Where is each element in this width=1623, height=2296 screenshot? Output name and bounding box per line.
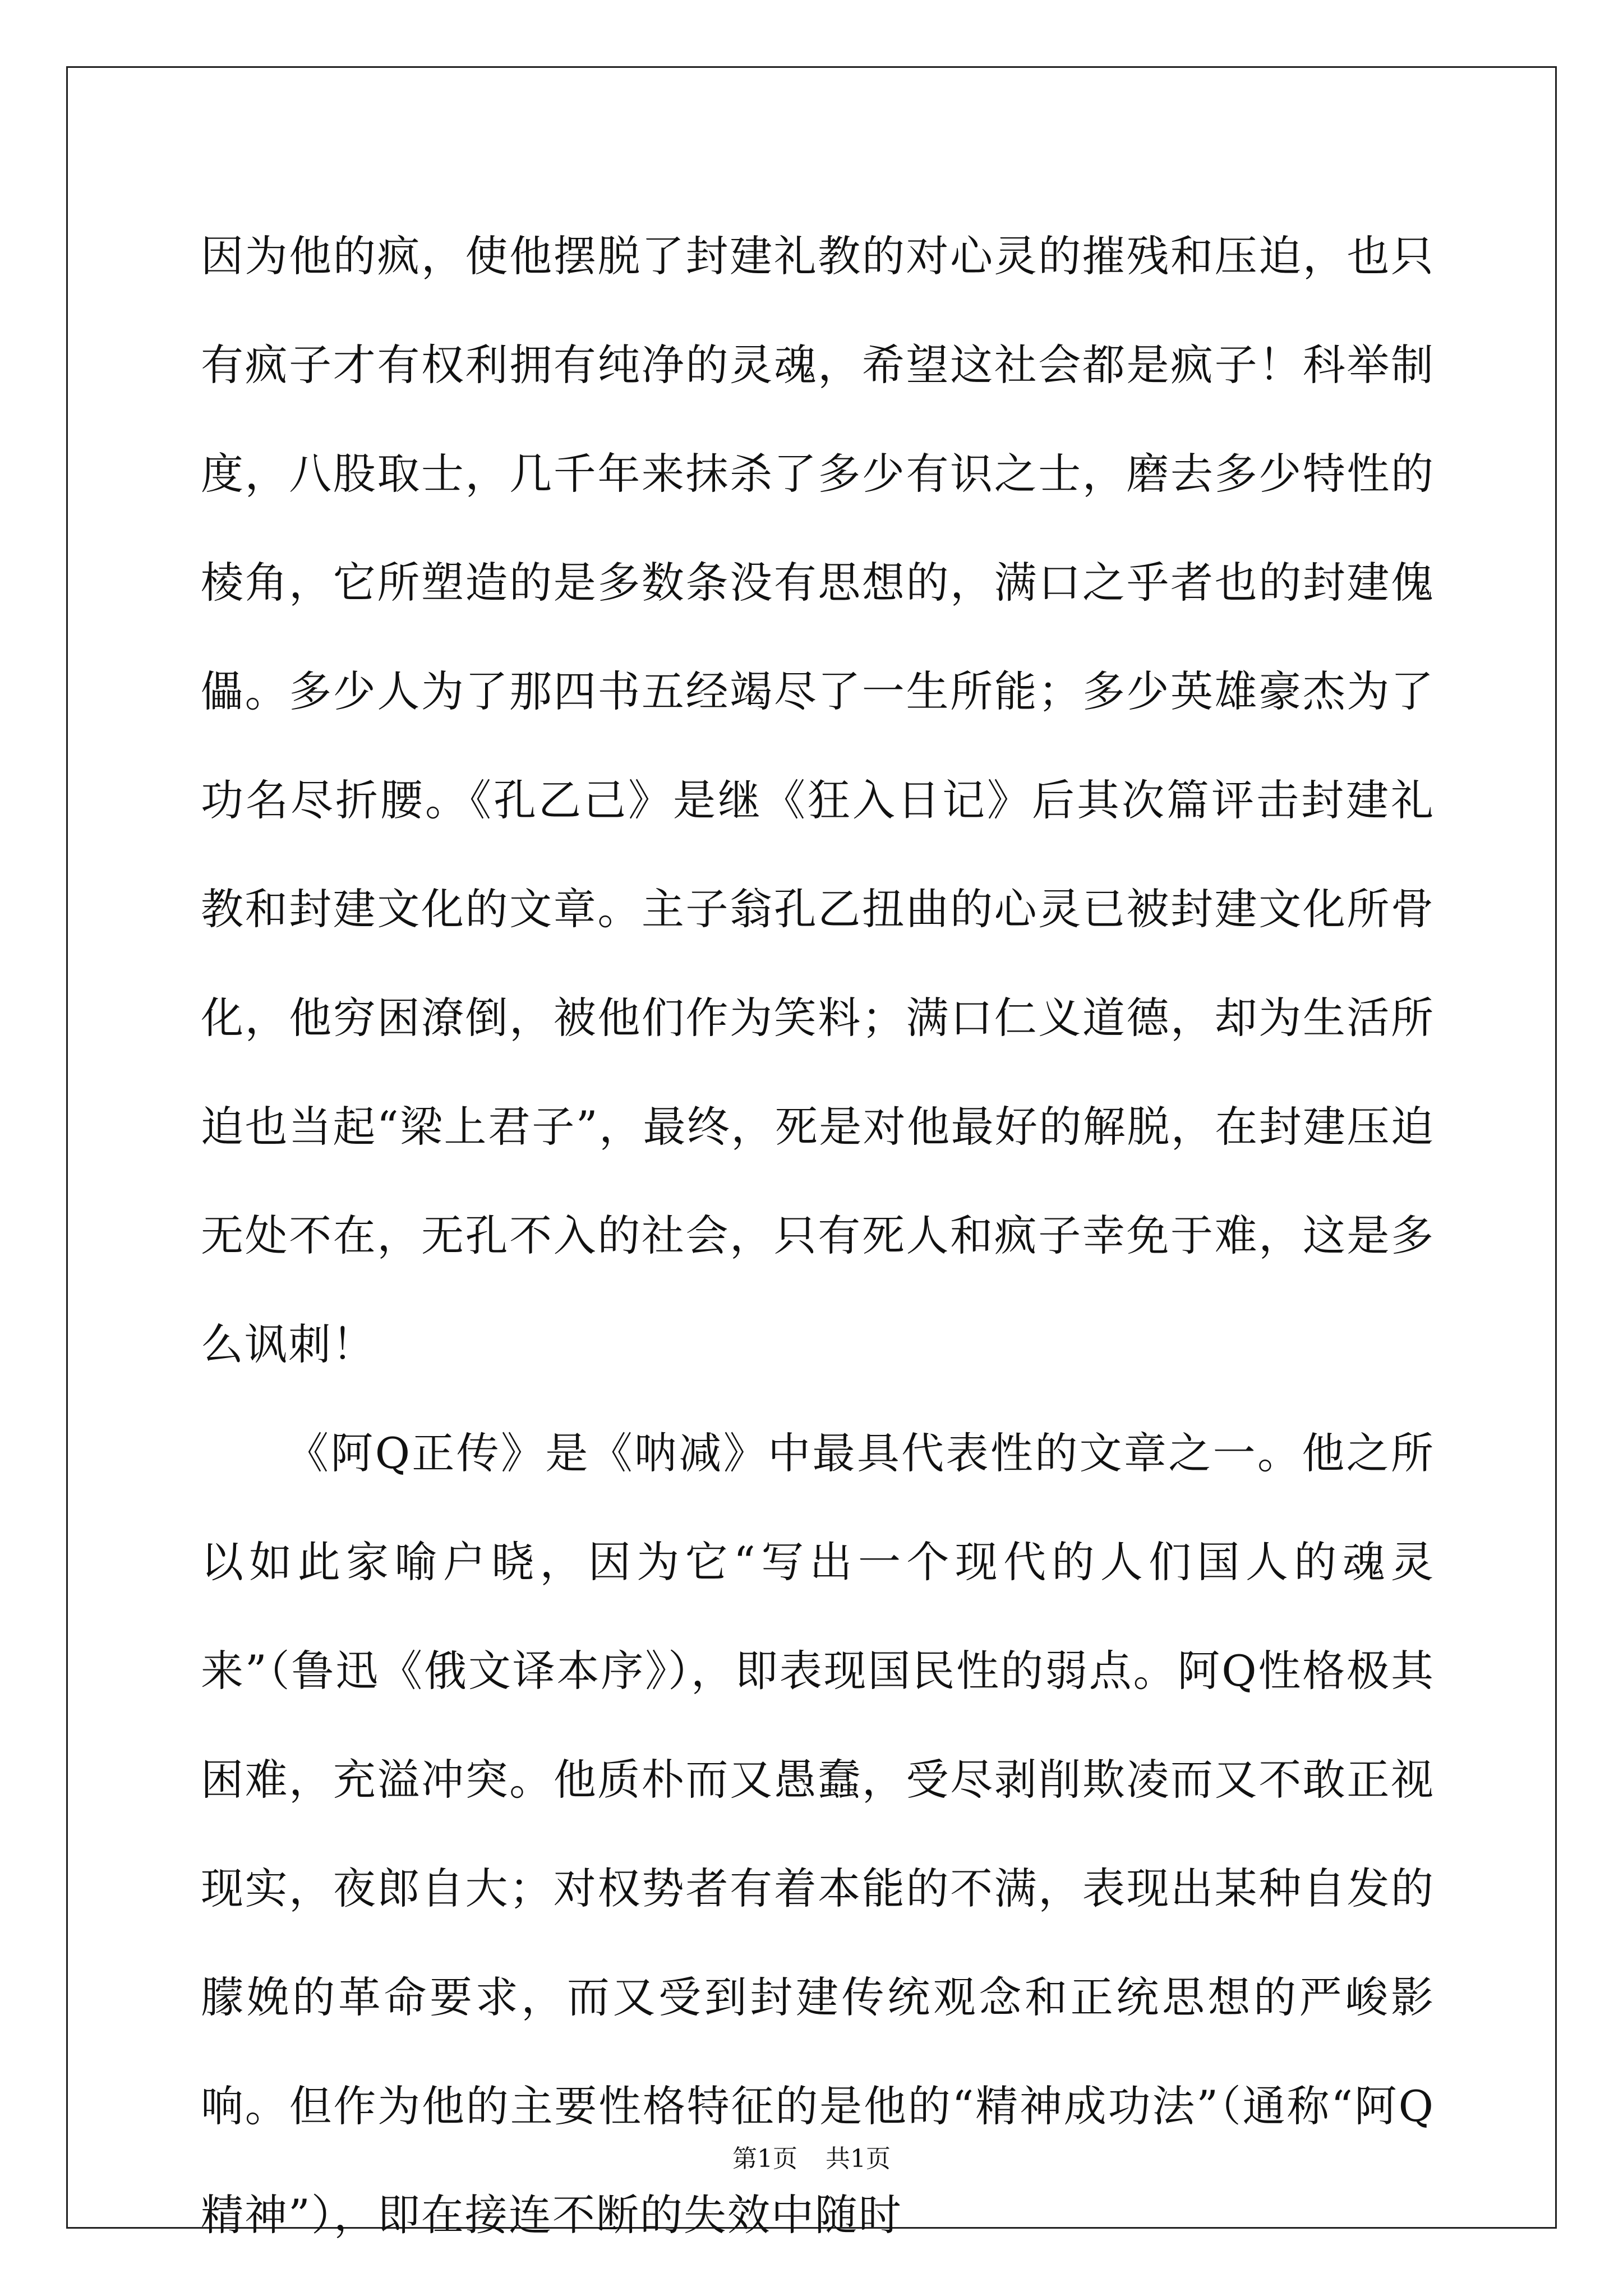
page-footer: [0, 2138, 1623, 2174]
document-body: [201, 202, 1435, 2270]
page-number: 第1页: [732, 2145, 797, 2173]
paragraph-1: 因为他的疯，使他摆脱了封建礼教的对心灵的摧残和压迫，也只有疯子才有权利拥有纯净的灵魂，希望这社会都是疯子！科举制度，八股取士，几千年来抹杀了多少有识之士，磨去多少特性的棱角，它所塑造的是多数条没有思想的，满口之乎者也的封建傀儡。多少人为了那四书五经竭尽了一生所能；多少英雄豪杰为了功名尽折腰。《孔乙己》是继《狂入日记》后其次篇评击封建礼教和封建文化的文章。主子翁孔乙扭曲的心灵已被封建文化所骨化，他穷困潦倒，被他们作为笑料；满口仁义道德，却为生活所迫也当起“梁上君子”，最终，死是对他最好的解脱，在封建压迫无处不在，无孔不入的社会，只有死人和疯子幸免于难，这是多么讽刺！: [201, 231, 1435, 1369]
paragraph-2: 《阿Q正传》是《呐减》中最具代表性的文章之一。他之所以如此家喻户晓，因为它“写出一个现代的人们国人的魂灵来”（鲁迅《俄文译本序》），即表现国民性的弱点。阿Q性格极其困难，充溢冲突。他质朴而又愚蠢，受尽剥削欺凌而又不敢正视现实，夜郎自大；对权势者有着本能的不满，表现出某种自发的朦娩的革命要求，而又受到封建传统观念和正统思想的严峻影响。但作为他的主要性格特征的是他的“精神成功法”（通称“阿Q精神”），即在接连不断的失效中随时: [201, 1428, 1435, 2240]
page-total: 共1页: [826, 2145, 891, 2173]
